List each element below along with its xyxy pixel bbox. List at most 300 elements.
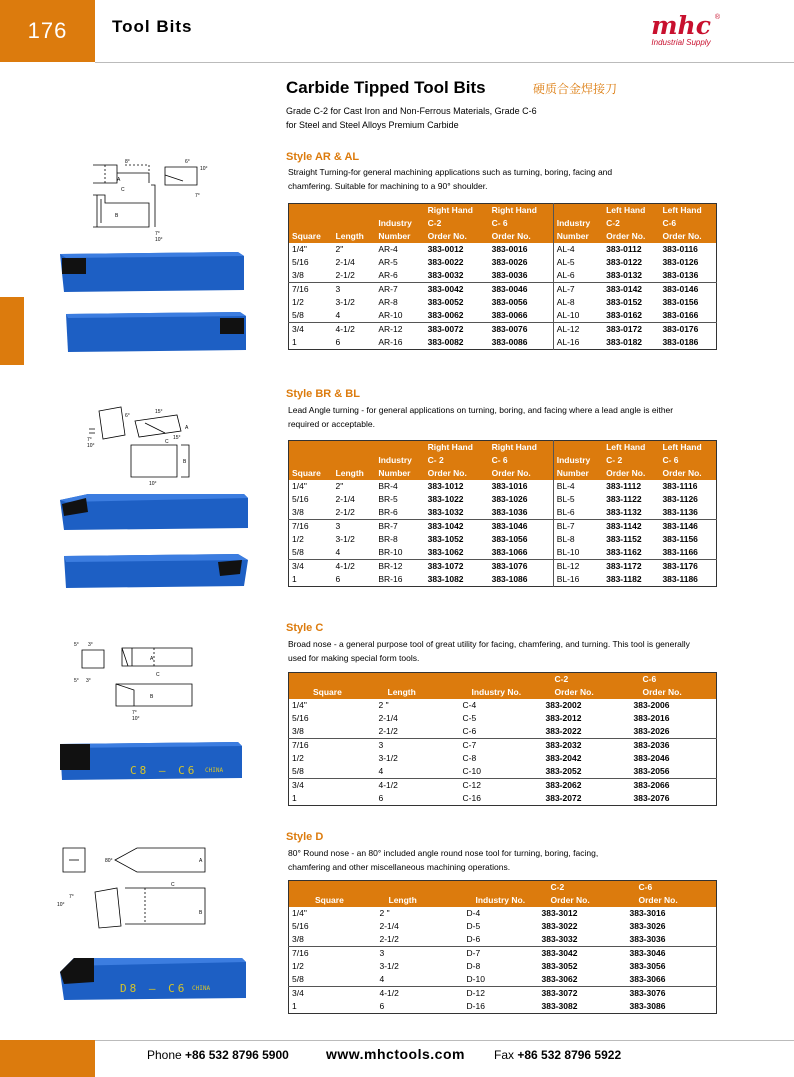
table-row	[289, 560, 717, 574]
table-cell: 5/8	[292, 766, 304, 776]
table-cell: 3/4	[289, 779, 376, 793]
table-cell: 383-3046	[627, 947, 717, 961]
table-cell: 383-0032	[427, 270, 464, 280]
table-cell: 383-0142	[603, 283, 659, 297]
table-cell: 383-0176	[659, 323, 716, 337]
table-header-cell: Number	[553, 467, 603, 480]
table-header-cell: Order No.	[539, 894, 627, 907]
table-header-cell: Industry No.	[464, 894, 539, 907]
table-cell: 383-0182	[606, 337, 643, 347]
table-row	[289, 480, 717, 493]
table-cell: 7/16	[289, 947, 377, 961]
table-cell: C-10	[462, 766, 481, 776]
d-label-b: B	[199, 910, 203, 916]
table-cell: 1/2	[292, 961, 304, 971]
table-header-cell	[375, 204, 424, 218]
style-d-tool-image	[58, 954, 248, 1004]
table-cell: 1/2	[292, 753, 304, 763]
th-rc2-l3: Order No.	[425, 230, 489, 243]
table-header-cell: Length	[376, 686, 460, 699]
table-row	[289, 765, 717, 779]
table-cell: 5/8	[292, 974, 304, 984]
table-cell: 7/16	[289, 520, 333, 534]
table-cell: 4-1/2	[333, 560, 376, 574]
table-cell: 383-1022	[427, 494, 464, 504]
table-cell: 4	[335, 310, 341, 320]
table-cell: 2-1/2	[379, 934, 399, 944]
table-cell: 383-0076	[489, 323, 554, 337]
table-cell: 1/2	[292, 297, 304, 307]
table-cell: 383-0022	[427, 257, 464, 267]
table-header-cell	[333, 441, 376, 455]
table-row	[289, 533, 717, 546]
logo-registered: ®	[714, 14, 720, 21]
br-angle-7: 7°	[87, 437, 92, 443]
style-c-tool-marking: C8 — C6	[130, 764, 198, 777]
table-cell: 383-0056	[491, 297, 528, 307]
table-cell: 5/8	[292, 310, 304, 320]
table-cell: 383-3066	[629, 974, 666, 984]
table-cell: 383-0166	[662, 310, 699, 320]
table-cell: 4	[378, 766, 384, 776]
table-cell: AR-4	[378, 244, 398, 254]
table-cell: 383-3072	[539, 987, 627, 1001]
th-lc2-l3: Order No.	[603, 230, 659, 243]
table-cell: D-10	[466, 974, 485, 984]
table-cell: 383-2022	[545, 726, 582, 736]
table-row	[289, 336, 717, 350]
th-lind-l2: Number	[553, 230, 603, 243]
d-angle-10: 10°	[57, 902, 65, 908]
table-cell: 383-1082	[427, 574, 464, 584]
th-rc2-l2: C-2	[425, 217, 489, 230]
table-header-cell	[289, 441, 333, 455]
table-cell: 383-1052	[427, 534, 464, 544]
table-cell: 6	[378, 793, 384, 803]
table-cell: C-6	[462, 726, 477, 736]
table-row	[289, 920, 717, 933]
footer-fax: Fax +86 532 8796 5922	[494, 1048, 622, 1062]
table-cell: 383-0172	[603, 323, 659, 337]
table-cell: AL-7	[553, 283, 603, 297]
br-label-b: B	[183, 459, 187, 465]
style-br-drawing	[85, 405, 205, 490]
table-row	[289, 779, 717, 793]
table-cell: 6	[335, 337, 341, 347]
table-cell: 383-0156	[662, 297, 699, 307]
table-header-cell: Right Hand	[489, 441, 554, 455]
table-header-cell: Left Hand	[603, 441, 659, 455]
style-d-drawing	[55, 842, 215, 932]
table-header-cell	[333, 204, 376, 218]
table-row	[289, 960, 717, 973]
table-header-cell: Order No.	[659, 467, 716, 480]
table-cell: 383-1132	[606, 507, 642, 517]
table-cell: 2-1/2	[335, 507, 355, 517]
table-cell: C-8	[462, 753, 477, 763]
table-cell: 1/4"	[292, 908, 307, 918]
table-cell: 383-3016	[629, 908, 666, 918]
table-cell: C-12	[460, 779, 543, 793]
table-row	[289, 792, 717, 806]
table-cell: 383-1036	[491, 507, 528, 517]
table-cell: 383-0126	[662, 257, 699, 267]
table-cell: AL-10	[553, 309, 603, 323]
table-cell: 1/2	[292, 534, 304, 544]
th-ind-l1: Industry	[375, 217, 424, 230]
table-cell: 383-1166	[662, 547, 698, 557]
table-cell: 383-1186	[662, 574, 698, 584]
table-header-cell	[377, 881, 464, 895]
table-header-cell	[460, 673, 543, 687]
table-header-cell: C- 6	[659, 454, 716, 467]
table-cell: 3	[333, 520, 376, 534]
table-row	[289, 712, 717, 725]
ar-angle-top: 8°	[125, 159, 130, 165]
th-lc2-l1: Left Hand	[603, 204, 659, 218]
table-cell: 383-1072	[425, 560, 489, 574]
table-cell: 383-3026	[629, 921, 666, 931]
table-cell: 383-1136	[662, 507, 698, 517]
section-title: Tool Bits	[112, 17, 193, 36]
table-cell: BL-12	[553, 560, 603, 574]
table-cell: C-4	[462, 700, 477, 710]
table-cell: 6	[379, 1001, 385, 1011]
table-header-cell: C- 2	[603, 454, 659, 467]
style-d-table	[288, 880, 717, 1014]
style-d-tool-marking-sub: CHINA	[192, 985, 211, 992]
table-cell: 2-1/4	[335, 494, 355, 504]
br-angle-10: 10°	[87, 443, 95, 449]
ar-angle-right2: 10°	[200, 166, 208, 172]
table-header-cell: Industry	[375, 454, 424, 467]
table-header-cell: Square	[289, 686, 376, 699]
table-header-cell: Length	[333, 467, 376, 480]
table-row	[289, 269, 717, 283]
table-header-cell	[553, 204, 603, 218]
table-cell: 3	[376, 739, 460, 753]
table-cell: 4	[335, 547, 341, 557]
style-c-title: Style C	[286, 622, 324, 634]
table-row	[289, 283, 717, 297]
table-cell: 383-2042	[545, 753, 582, 763]
table-cell: BR-7	[375, 520, 424, 534]
ar-label-a: A	[117, 177, 121, 183]
table-header-cell	[289, 454, 333, 467]
br-angle-15b: 15°	[173, 435, 181, 441]
table-cell: 383-2006	[633, 700, 670, 710]
table-cell: 3/8	[292, 934, 304, 944]
c-angle-7: 7°	[132, 710, 137, 716]
table-header-cell	[289, 217, 333, 230]
table-cell: AL-5	[553, 256, 603, 269]
table-cell: 2 "	[379, 908, 390, 918]
c-angle-10: 10°	[132, 716, 140, 722]
c-label-a: A	[150, 656, 154, 662]
table-cell: 3/8	[292, 726, 304, 736]
table-row	[289, 573, 717, 587]
table-row	[289, 699, 717, 712]
table-cell: 383-3022	[541, 921, 578, 931]
c-angle-5: 5°	[74, 642, 79, 648]
c-label-b: B	[150, 694, 154, 700]
table-cell: D-7	[464, 947, 539, 961]
th-rc6-l1: Right Hand	[489, 204, 554, 218]
table-cell: 383-1056	[491, 534, 528, 544]
table-header-cell: Right Hand	[425, 441, 489, 455]
table-cell: 383-0036	[491, 270, 528, 280]
c-angle-5b: 5°	[74, 678, 79, 684]
table-row	[289, 973, 717, 987]
table-cell: 383-1122	[606, 494, 642, 504]
header-divider	[95, 62, 794, 63]
table-header-cell: C-2	[539, 881, 627, 895]
table-header-cell: Square	[289, 894, 377, 907]
table-header-cell	[464, 881, 539, 895]
style-d-tool-marking: D8 — C6	[120, 982, 188, 995]
table-header-cell: C- 6	[489, 454, 554, 467]
table-cell: D-6	[466, 934, 481, 944]
br-angle-10b: 10°	[149, 481, 157, 487]
table-row	[289, 725, 717, 739]
table-header-cell	[375, 441, 424, 455]
br-label-c: C	[165, 439, 169, 445]
table-cell: AL-12	[553, 323, 603, 337]
style-c-table	[288, 672, 717, 806]
table-cell: 5/16	[292, 713, 309, 723]
table-header-cell: Left Hand	[659, 441, 716, 455]
table-cell: 383-1042	[425, 520, 489, 534]
table-cell: AL-8	[553, 296, 603, 309]
table-cell: AR-5	[378, 257, 398, 267]
style-br-bl-desc: Lead Angle turning - for general applications on turning, boring, and facing where a lead angle is either required or acceptable.	[288, 405, 674, 429]
table-cell: D-5	[466, 921, 481, 931]
table-row	[289, 987, 717, 1001]
table-cell: 3	[333, 283, 376, 297]
table-cell: 4-1/2	[333, 323, 376, 337]
table-cell: BL-5	[553, 493, 603, 506]
table-cell: BL-10	[553, 546, 603, 560]
table-cell: 383-3052	[541, 961, 578, 971]
ar-angle-right: 6°	[185, 159, 190, 165]
table-cell: 7/16	[289, 283, 333, 297]
footer-divider	[95, 1040, 794, 1041]
style-ar-tool-image	[58, 248, 248, 360]
table-header-cell: C- 2	[425, 454, 489, 467]
footer-phone: Phone +86 532 8796 5900	[147, 1048, 289, 1062]
logo-subtitle: Industrial Supply	[651, 38, 711, 47]
table-cell: 383-3036	[629, 934, 666, 944]
table-row	[289, 546, 717, 560]
table-cell: 1	[292, 337, 297, 347]
table-cell: 383-1172	[603, 560, 659, 574]
table-cell: BR-6	[378, 507, 398, 517]
table-cell: 383-1112	[606, 481, 642, 491]
style-d-desc: 80° Round nose - an 80° included angle round nose tool for turning, boring, facing, chamfering and other miscellaneous machining operations.	[288, 848, 599, 872]
table-row	[289, 243, 717, 256]
intro-text: Grade C-2 for Cast Iron and Non-Ferrous Materials, Grade C-6 for Steel and Steel Alloys Premium Carbide	[286, 106, 537, 130]
th-rc2-l1: Right Hand	[425, 204, 489, 218]
table-cell: 383-0116	[662, 244, 698, 254]
table-cell: 383-1152	[606, 534, 642, 544]
table-cell: AL-6	[553, 269, 603, 283]
table-cell: 2"	[335, 244, 344, 254]
table-header-cell: Number	[375, 467, 424, 480]
table-header-cell: Order No.	[425, 467, 489, 480]
table-cell: 2-1/4	[378, 713, 398, 723]
table-cell: 383-0072	[425, 323, 489, 337]
table-header-cell: Order No.	[631, 686, 717, 699]
table-cell: 383-3012	[541, 908, 578, 918]
table-cell: BL-6	[553, 506, 603, 520]
d-label-c: C	[171, 882, 175, 888]
table-cell: 383-3056	[629, 961, 666, 971]
table-cell: 383-0046	[489, 283, 554, 297]
table-cell: 383-2016	[633, 713, 670, 723]
table-cell: 1/4"	[292, 481, 307, 491]
table-header-cell: C-2	[543, 673, 631, 687]
table-row	[289, 506, 717, 520]
table-cell: 383-0136	[662, 270, 699, 280]
table-cell: 3-1/2	[335, 534, 355, 544]
table-row	[289, 1000, 717, 1014]
d-angle-7: 7°	[69, 894, 74, 900]
style-br-bl-title: Style BR & BL	[286, 388, 360, 400]
table-cell: 383-2002	[545, 700, 582, 710]
table-cell: C-5	[462, 713, 477, 723]
th-length: Length	[333, 230, 376, 243]
table-cell: 3/4	[289, 323, 333, 337]
table-cell: D-16	[466, 1001, 485, 1011]
table-header-cell: C-6	[631, 673, 717, 687]
table-cell: 383-3042	[539, 947, 627, 961]
th-lc2-l2: C-2	[603, 217, 659, 230]
table-row	[289, 739, 717, 753]
th-lind-l1: Industry	[553, 217, 603, 230]
footer-accent	[0, 1040, 95, 1077]
table-cell: 4-1/2	[377, 987, 464, 1001]
table-cell: 7/16	[289, 739, 376, 753]
table-cell: 383-0026	[491, 257, 528, 267]
table-cell: BR-16	[378, 574, 403, 584]
style-c-tool-marking-sub: CHINA	[205, 767, 224, 774]
table-cell: 383-3082	[541, 1001, 578, 1011]
table-cell: D-12	[464, 987, 539, 1001]
table-cell: D-4	[466, 908, 481, 918]
table-cell: AR-16	[378, 337, 403, 347]
th-lc6-l3: Order No.	[659, 230, 716, 243]
table-cell: 3-1/2	[378, 753, 398, 763]
table-row	[289, 907, 717, 920]
table-cell: 383-2036	[631, 739, 717, 753]
side-tab	[0, 297, 24, 365]
th-lc6-l2: C-6	[659, 217, 716, 230]
table-header-cell: Industry	[553, 454, 603, 467]
table-cell: 383-3086	[629, 1001, 666, 1011]
style-ar-drawing	[85, 155, 215, 245]
table-row	[289, 520, 717, 534]
table-cell: BL-7	[553, 520, 603, 534]
ar-label-c: C	[121, 187, 125, 193]
style-c-drawing	[72, 638, 202, 723]
c-angle-3b: 3°	[86, 678, 91, 684]
table-cell: 383-0082	[427, 337, 464, 347]
table-cell: 2-1/2	[335, 270, 355, 280]
table-cell: 383-1182	[606, 574, 642, 584]
table-row	[289, 296, 717, 309]
table-cell: BR-12	[375, 560, 424, 574]
table-header-cell: C-6	[627, 881, 717, 895]
table-cell: 383-0066	[491, 310, 528, 320]
table-header-cell: Order No.	[627, 894, 717, 907]
table-cell: 383-3076	[627, 987, 717, 1001]
table-cell: C-16	[462, 793, 481, 803]
ar-label-b: B	[115, 213, 119, 219]
table-cell: 383-0146	[659, 283, 716, 297]
table-cell: 5/16	[292, 921, 309, 931]
table-cell: 383-2026	[633, 726, 670, 736]
table-cell: AR-6	[378, 270, 398, 280]
th-ind-l2: Number	[375, 230, 424, 243]
th-rc6-l2: C- 6	[489, 217, 554, 230]
table-cell: 383-2052	[545, 766, 582, 776]
table-cell: AL-4	[553, 243, 603, 256]
table-row	[289, 933, 717, 947]
table-row	[289, 752, 717, 765]
table-cell: 383-0086	[491, 337, 528, 347]
table-cell: 383-1146	[659, 520, 716, 534]
table-cell: 383-1026	[491, 494, 528, 504]
footer-website-link[interactable]: www.mhctools.com	[326, 1046, 465, 1062]
table-cell: 3/8	[292, 507, 304, 517]
table-cell: 3-1/2	[379, 961, 399, 971]
table-cell: BR-4	[378, 481, 398, 491]
table-cell: 383-0112	[606, 244, 642, 254]
th-lc6-l1: Left Hand	[659, 204, 716, 218]
table-cell: 383-1116	[662, 481, 698, 491]
table-cell: AR-10	[378, 310, 403, 320]
style-ar-al-desc: Straight Turning-for general machining applications such as turning, boring, facing and chamfering. Suitable for machining to a 90° shoulder.	[288, 167, 613, 191]
table-cell: 383-1016	[491, 481, 528, 491]
table-cell: BR-8	[378, 534, 398, 544]
table-cell: 5/16	[292, 494, 309, 504]
table-row	[289, 493, 717, 506]
table-cell: 383-2076	[633, 793, 670, 803]
table-row	[289, 323, 717, 337]
table-cell: 383-1076	[489, 560, 554, 574]
table-cell: 383-0152	[606, 297, 643, 307]
table-cell: 4	[379, 974, 385, 984]
table-cell: 383-0062	[427, 310, 464, 320]
table-cell: 383-0042	[425, 283, 489, 297]
table-cell: 4-1/2	[376, 779, 460, 793]
page-title-chinese: 硬质合金焊接刀	[533, 82, 618, 96]
table-cell: BL-16	[553, 573, 603, 587]
br-label-a: A	[185, 425, 189, 431]
table-cell: 3/8	[292, 270, 304, 280]
table-cell: AL-16	[553, 336, 603, 350]
th-square: Square	[289, 230, 333, 243]
table-cell: 383-1162	[606, 547, 642, 557]
table-cell: 383-1176	[659, 560, 716, 574]
table-cell: 2"	[335, 481, 344, 491]
table-cell: 383-1012	[427, 481, 464, 491]
page-title: Carbide Tipped Tool Bits	[286, 78, 486, 97]
mhc-logo	[648, 11, 720, 47]
style-c-desc: Broad nose - a general purpose tool of great utility for facing, chamfering, and turning. This tool is generally used for making special form tools.	[288, 639, 690, 663]
table-cell: 1/4"	[292, 244, 307, 254]
table-cell: 383-2056	[633, 766, 670, 776]
